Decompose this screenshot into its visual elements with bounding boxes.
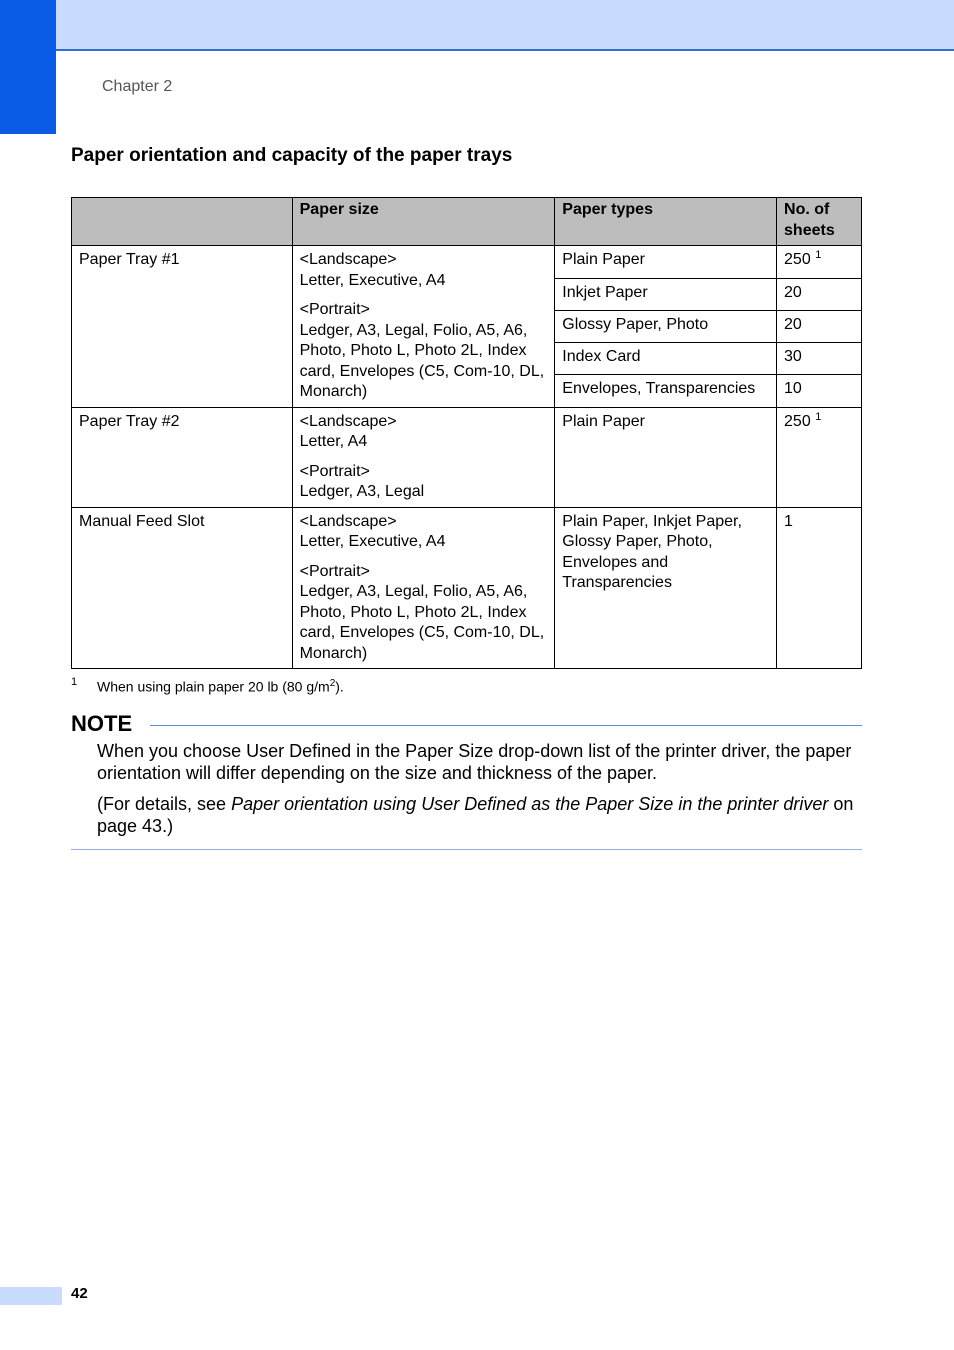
paper-type-cell: Inkjet Paper <box>555 279 777 311</box>
header-cell-blank <box>72 198 293 246</box>
footnote-ref: 1 <box>815 249 822 261</box>
portrait-sizes: Ledger, A3, Legal, Folio, A5, A6, Photo, Photo L, Photo 2L, Index card, Envelopes (C5, Com-10, DL, Monarch) <box>299 321 545 400</box>
note-title: NOTE <box>71 711 133 736</box>
note-ref-suffix: on page 43.) <box>97 794 854 836</box>
landscape-sizes: Letter, A4 <box>299 433 368 450</box>
tray2-name: Paper Tray #2 <box>72 407 293 507</box>
paper-type-cell: Plain Paper <box>555 407 777 507</box>
landscape-tag: <Landscape> <box>299 412 397 430</box>
portrait-sizes: Ledger, A3, Legal, Folio, A5, A6, Photo, Photo L, Photo 2L, Index card, Envelopes (C5, Com-10, DL, Monarch) <box>299 583 545 662</box>
manual-paper-size <box>292 507 555 669</box>
sheets-value: 250 <box>784 251 811 268</box>
sheets-cell <box>777 407 862 507</box>
header-cell-sheets: No. of sheets <box>777 198 862 246</box>
page-number-marker <box>0 1287 62 1305</box>
portrait-tag: <Portrait> <box>299 301 370 318</box>
footnote-text <box>97 678 344 695</box>
note-paragraph: When you choose User Defined in the Paper Size drop-down list of the printer driver, the paper orientation will differ depending on the size and thickness of the paper. <box>97 741 852 783</box>
paper-type-cell: Envelopes, Transparencies <box>555 375 777 407</box>
sheets-cell: 1 <box>777 507 862 669</box>
manual-name: Manual Feed Slot <box>72 507 293 669</box>
paper-type-cell: Index Card <box>555 343 777 375</box>
chapter-tab-marker <box>0 0 56 134</box>
table-header-row <box>72 198 862 246</box>
landscape-tag: <Landscape> <box>299 512 397 530</box>
sheets-cell <box>777 246 862 279</box>
paper-type-cell: Glossy Paper, Photo <box>555 311 777 343</box>
table-row <box>72 246 862 279</box>
note-divider <box>150 725 862 726</box>
header-cell-paper-types: Paper types <box>555 198 777 246</box>
table-row <box>72 507 862 669</box>
chapter-label: Chapter 2 <box>102 78 173 95</box>
sheets-cell: 30 <box>777 343 862 375</box>
table-row <box>72 407 862 507</box>
tray1-paper-size <box>292 246 555 408</box>
sheets-value: 250 <box>784 412 811 430</box>
header-cell-paper-size: Paper size <box>292 198 555 246</box>
tray2-paper-size <box>292 407 555 507</box>
note-ref-prefix: (For details, see <box>97 794 232 814</box>
section-title: Paper orientation and capacity of the paper trays <box>71 145 513 166</box>
paper-type-cell: Plain Paper, Inkjet Paper, Glossy Paper, Photo, Envelopes and Transparencies <box>555 507 777 669</box>
header-band <box>0 0 954 51</box>
sheets-cell: 10 <box>777 375 862 407</box>
sheets-cell: 20 <box>777 279 862 311</box>
landscape-sizes: Letter, Executive, A4 <box>299 533 446 550</box>
paper-type-cell: Plain Paper <box>555 246 777 279</box>
landscape-tag: <Landscape> <box>299 251 397 268</box>
portrait-tag: <Portrait> <box>299 562 370 580</box>
sheets-cell: 20 <box>777 311 862 343</box>
landscape-sizes: Letter, Executive, A4 <box>299 271 446 289</box>
tray1-name: Paper Tray #1 <box>72 246 293 408</box>
footnote-text-main: When using plain paper 20 lb (80 g/m <box>97 678 330 695</box>
footnote-text-end: ). <box>335 678 344 695</box>
paper-capacity-table <box>71 197 862 669</box>
footnote-superscript: 2 <box>329 678 336 689</box>
note-bottom-divider <box>71 849 862 850</box>
page-number: 42 <box>71 1285 88 1302</box>
portrait-tag: <Portrait> <box>299 462 370 480</box>
note-cross-reference-link[interactable]: Paper orientation using User Defined as the Paper Size in the printer driver <box>231 794 829 814</box>
note-reference-paragraph <box>97 793 867 837</box>
portrait-sizes: Ledger, A3, Legal <box>299 483 425 500</box>
footnote-ref: 1 <box>815 410 822 423</box>
footnote-number: 1 <box>71 676 78 688</box>
